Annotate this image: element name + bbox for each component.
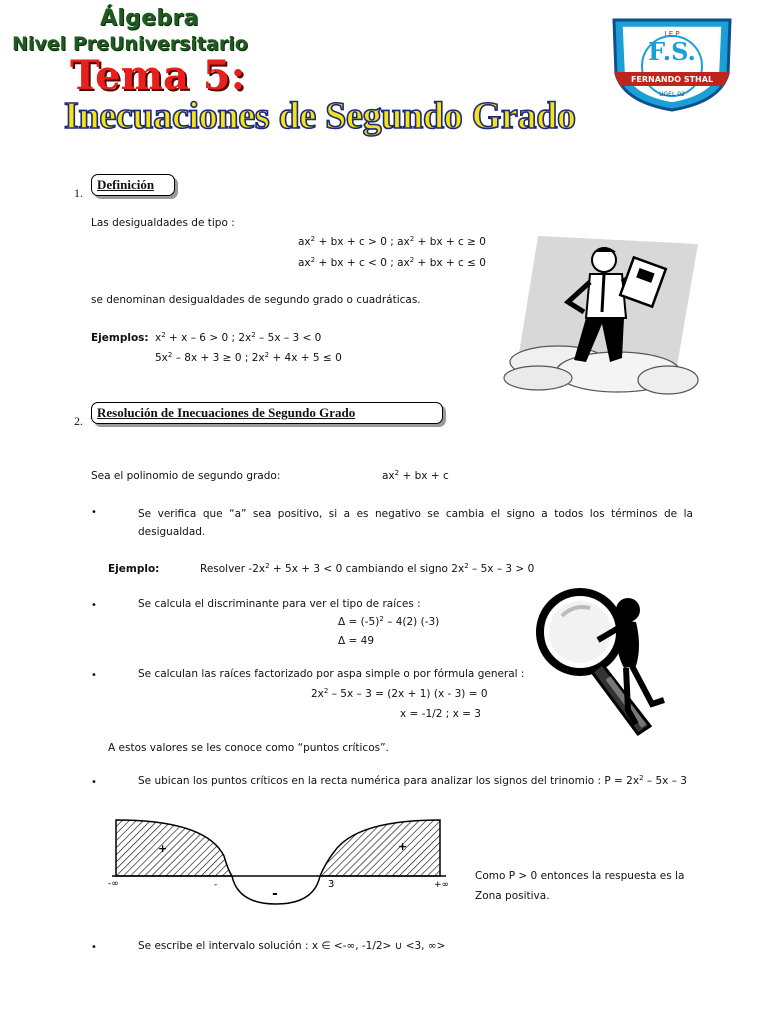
- logo-top-text: I.E.P: [664, 30, 680, 38]
- inequality-line-2: $ax^2$ + bx + c < 0 ; $ax^2$ + bx + c ≤ 0: [298, 256, 486, 269]
- bullet-4: •: [91, 777, 97, 788]
- label-critical-2: 3: [328, 879, 335, 890]
- definition-intro: Las desigualdades de tipo :: [91, 217, 235, 229]
- logo-bottom: UGEL 02: [659, 91, 685, 98]
- step-4-text: Se ubican los puntos críticos en la recta numérica para analizar los signos del trinomio : $P = 2x^2 - 5x - 3$: [138, 774, 687, 787]
- section-1-number: 1.: [74, 186, 83, 200]
- label-critical-1: -: [214, 880, 218, 890]
- bullet-3: •: [91, 670, 97, 681]
- label-neg-inf: -∞: [108, 879, 119, 889]
- school-logo: [608, 14, 736, 114]
- solution-interval: Se escribe el intervalo solución : x ∈ <-∞, -1/2> ∪ <3, ∞>: [138, 940, 446, 952]
- example-line-1: $x^2 + x - 6 > 0$ ; $2x^2 - 5x - 3 < 0$: [155, 331, 322, 344]
- example-line-2: $5x^2 - 8x + 3 \ge 0$ ; $2x^2 + 4x + 5 \le 0$: [155, 351, 342, 364]
- example-sign-change: Resolver $-2x^2 + 5x + 3 < 0$ cambiando el signo $2x^2 - 5x - 3 > 0$: [200, 562, 535, 575]
- sign-diagram: [106, 808, 456, 910]
- header-level: Nivel PreUniversitario: [12, 33, 248, 55]
- magnifying-glass-clipart: [532, 586, 682, 742]
- sign-plus-right: +: [398, 840, 408, 853]
- examples-label: Ejemplos:: [91, 332, 149, 344]
- sign-plus-left: +: [158, 842, 168, 855]
- step-1-text: Se verifica que “a” sea positivo, si a es negativo se cambia el signo a todos los términos de la desigualdad.: [138, 508, 693, 538]
- logo-initials: F.S.: [648, 37, 696, 66]
- bullet-5: •: [91, 942, 97, 953]
- step-3-text: Se calculan las raíces factorizado por aspa simple o por fórmula general :: [138, 668, 525, 680]
- sign-minus: -: [272, 886, 278, 902]
- polynomial-label: Sea el polinomio de segundo grado:: [91, 470, 281, 482]
- critical-points-note: A estos valores se les conoce como “puntos críticos”.: [108, 742, 389, 754]
- definition-statement: se denominan desigualdades de segundo grado o cuadráticas.: [91, 294, 421, 306]
- discriminant-value: Δ = 49: [338, 635, 375, 647]
- bullet-2: •: [91, 600, 97, 611]
- discriminant-formula: $\Delta = (-5)^2 - 4(2)$ (-3): [338, 615, 440, 628]
- header-topic-number: Tema 5:: [70, 52, 246, 99]
- inequality-line-1: $ax^2$ + bx + c > 0 ; $ax^2$ + bx + c ≥ 0: [298, 235, 486, 248]
- answer-note: Como P > 0 entonces la respuesta es la Zona positiva.: [475, 870, 685, 902]
- section-2-title: Resolución de Inecuaciones de Segundo Grado: [91, 402, 443, 424]
- logo-ribbon: FERNANDO STHAL: [630, 75, 714, 84]
- polynomial-expression: $ax^2$ + bx + c: [382, 469, 449, 482]
- example-label: Ejemplo:: [108, 563, 160, 575]
- positive-region-right: [320, 820, 440, 876]
- man-reading-clipart: [498, 232, 703, 402]
- roots-values: x = -1/2 ; x = 3: [400, 708, 481, 720]
- section-1-title: Definición: [91, 174, 175, 196]
- step-2-text: Se calcula el discriminante para ver el tipo de raíces :: [138, 598, 421, 610]
- label-pos-inf: +∞: [434, 880, 450, 890]
- section-2-number: 2.: [74, 414, 83, 428]
- factorization: $2x^2 - 5x - 3 = (2x + 1)$ (x - 3) = 0: [311, 687, 488, 700]
- positive-region-left: [116, 820, 232, 876]
- header-topic-title: Inecuaciones de Segundo Grado: [64, 95, 576, 137]
- bullet-1: •: [91, 507, 97, 518]
- header-algebra: Álgebra: [100, 6, 199, 31]
